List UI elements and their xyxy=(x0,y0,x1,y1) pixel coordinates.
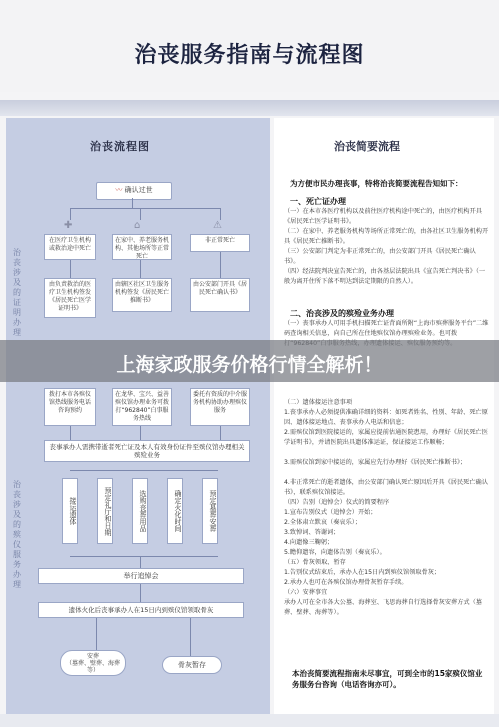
section2-item: （六）安葬事宜 xyxy=(284,589,328,596)
section2-item: 3.需殡仪馆到家中接运的，家属应先行办理好《居民死亡推断书》； xyxy=(284,459,467,466)
connector xyxy=(70,260,71,278)
connector xyxy=(140,426,141,440)
alert-icon: ⚠ xyxy=(213,220,222,231)
connector xyxy=(70,208,220,209)
section2-item: 1.宣布告别仪式（追悼会）开始； xyxy=(284,509,377,516)
section2-item: 4.向遗像三鞠躬； xyxy=(284,539,334,546)
row1-normal-death: 在家中、养老服务机构、其他场所等正常死亡 xyxy=(112,234,172,260)
notice-box: 丧事承办人需携带逝者死亡证及本人有效身份证件至殡仪馆办理相关殡殓业务 xyxy=(44,440,250,462)
step-buy-supplies: 选购丧葬用品 xyxy=(132,478,148,544)
connector xyxy=(70,556,218,557)
banner-text: 上海家政服务价格行情全解析！ xyxy=(116,354,383,376)
burial-step: 安葬 （墓葬、壁葬、海葬等） xyxy=(60,650,126,676)
side-label-funeral: 治丧涉及的殡仪服务办理 xyxy=(13,480,21,589)
connector xyxy=(70,426,71,440)
collect-ashes: 遗体火化后丧事承办人在15日内到殡仪馆领取骨灰 xyxy=(38,602,244,618)
row2-death-inference: 由辖区社区卫生服务机构签发《居民死亡推断书》 xyxy=(112,278,172,312)
section2-item: 2.需殡仪馆到医院接运的，家属应提前估通医院患用，办理好《居民死亡医学证明书》，并请医院出具遗体准运证，保证接运工作顺畅； xyxy=(284,429,488,446)
section2-item: （二）遗体接运注意事项 xyxy=(284,399,353,406)
row3-agency: 委托有资质的中介服务机构协助办理殡仪服务 xyxy=(190,388,250,426)
ash-storage-step: 骨灰暂存 xyxy=(162,656,222,674)
home-icon: ⌂ xyxy=(134,220,141,231)
section1-item: （一）在本市各医疗机构以及前往医疗机构途中死亡的，由医疗机构开具《居民死亡医学证明书》。 xyxy=(284,208,482,225)
side-label-certificate: 治丧涉及的证明办理 xyxy=(13,248,21,337)
connector xyxy=(140,584,141,602)
connector xyxy=(140,208,141,220)
connector xyxy=(132,198,133,208)
confirm-label: 确认过世 xyxy=(124,186,153,194)
step-book-burial: 预定墓葬安葬 xyxy=(202,478,218,544)
footer-band xyxy=(0,714,499,727)
row1-abnormal-death: 非正常死亡 xyxy=(190,234,250,252)
connector xyxy=(220,426,221,440)
bottom-note: 本治丧简要流程指南未尽事宜，可到全市的15家殡仪馆业务服务台咨询（电话咨询亦可）。 xyxy=(292,669,483,689)
connector xyxy=(140,260,141,278)
connector xyxy=(70,470,218,471)
section2-item: 1.丧事承办人必须提供准确详细的资料：如死者姓名、性别、年龄、死亡原因、遗体接运地点、丧事承办人电话和信息； xyxy=(284,409,488,426)
confirm-death-step xyxy=(96,182,172,200)
section2-item: （一）丧事承办人可用手机扫描死亡证背面所附“上海市殡葬服务平台”二维码查询相关信息，向自己所在住地殡仪馆办理殡殓业务。也可拨 xyxy=(284,320,489,337)
section2-item: （五）骨灰领取、暂存 xyxy=(284,559,346,566)
section2-item: 1.告别仪式结束后，承办人在15日内到殡仪馆领取骨灰； xyxy=(284,569,441,576)
guide-intro: 为方便市民办理丧事，特将治丧简要流程告知如下： xyxy=(290,179,463,188)
hospital-icon: ✚ xyxy=(64,220,73,231)
connector xyxy=(220,208,221,220)
connector xyxy=(70,208,71,220)
connector xyxy=(96,618,97,650)
section2-item: 承办人可在全市各大公墓、海葬室、飞思海葬自行选择骨灰安葬方式（墓葬、壁葬、海葬等）。 xyxy=(284,599,482,616)
section2-item: 5.瞻仰遗容，向遗体告别（奏哀乐）。 xyxy=(284,549,386,556)
section2-item: 3.致悼词、答谢词； xyxy=(284,529,340,536)
title-stripe xyxy=(0,100,499,116)
section1-heading: 一、死亡证办理 xyxy=(290,197,346,206)
memorial-service: 举行追悼会 xyxy=(38,568,244,584)
section2-item: 4.非正常死亡的逝者遗体，由公安部门确认死亡原因后开具《居民死亡确认书》，联系殡仪馆接运。 xyxy=(284,479,488,496)
step-book-hall: 预定礼厅和日期 xyxy=(97,478,113,544)
step-cremation-time: 确定火化时间 xyxy=(167,478,183,544)
heartbeat-icon: 〰 xyxy=(115,186,125,194)
connector xyxy=(220,252,221,278)
section2-item: 2.全体肃立默哀（奏哀乐）； xyxy=(284,519,362,526)
row3-hotline: 在龙华、宝兴、益善殡仪馆办理业务可拨打“962840”白事服务热线 xyxy=(112,388,172,426)
guide-title: 治丧简要流程 xyxy=(334,140,400,153)
section1-item: （三）公安部门判定为非正常死亡的，由公安部门开具《居民死亡确认书》。 xyxy=(284,248,476,265)
section2-heading: 二、治丧涉及的殡殓业务办理 xyxy=(290,309,394,318)
row3-call-funeral-home: 拨打本市各殡仪馆热线服务电话咨询预约 xyxy=(44,388,96,426)
page-title: 治丧服务指南与流程图 xyxy=(134,43,365,68)
row2-medical-certificate: 由负责救治的医疗卫生机构签发《居民死亡医学证明书》 xyxy=(44,278,96,318)
section2-item: （四）告别（追悼会）仪式的简要程序 xyxy=(284,499,390,506)
row1-hospital-death: 在医疗卫生机构或救治途中死亡 xyxy=(44,234,96,260)
section1-item: （二）在家中、养老服务机构等场所正常死亡的，由各社区卫生服务机构开具《居民死亡推断书》。 xyxy=(284,228,489,245)
connector xyxy=(140,556,141,568)
section2-item: 2.承办人也可在各殡仪馆办理骨灰暂存手续。 xyxy=(284,579,408,586)
flowchart-title: 治丧流程图 xyxy=(90,140,150,153)
step-transport-body: 接运遗体 xyxy=(62,478,78,544)
row2-death-confirmation: 由公安部门开具《居民死亡确认书》 xyxy=(190,278,250,312)
section1-item: （四）经法院判决宣告死亡的，由各基层法院出具《宣告死亡判决书》（一般为离开住所下落不明达到法定期限的自然人）。 xyxy=(284,268,486,285)
connector xyxy=(190,618,191,656)
